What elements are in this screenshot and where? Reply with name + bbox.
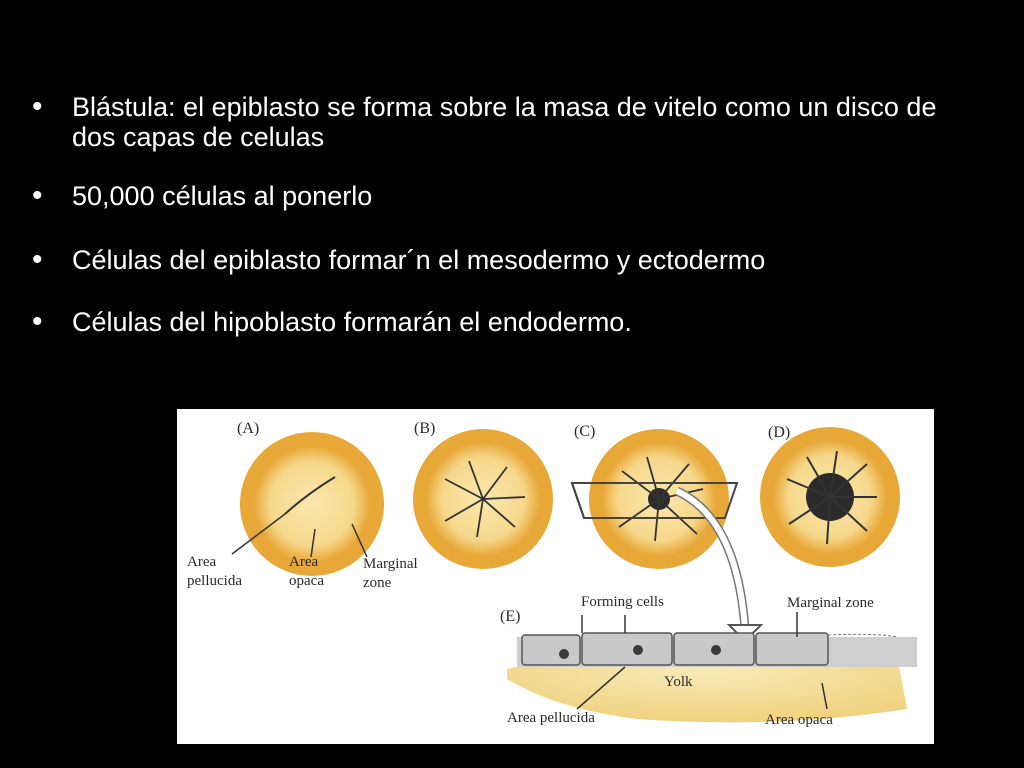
label-area-pellucida-e: Area pellucida bbox=[507, 710, 595, 726]
panel-label-e: (E) bbox=[500, 608, 521, 625]
blastula-diagram bbox=[177, 409, 934, 744]
label-pellucida-a: pellucida bbox=[187, 573, 242, 589]
panel-label-a: (A) bbox=[237, 420, 260, 437]
label-opaca-a: opaca bbox=[289, 573, 324, 589]
label-area-opaca-e: Area opaca bbox=[765, 712, 833, 728]
bullet-item bbox=[30, 245, 970, 275]
label-forming-cells: Forming cells bbox=[581, 594, 664, 610]
bullet-item bbox=[30, 181, 970, 211]
disc-c bbox=[572, 429, 737, 569]
label-area-a: Area bbox=[187, 554, 217, 570]
blastula-figure bbox=[177, 409, 934, 744]
section-e bbox=[507, 612, 917, 722]
bullet-dot: • bbox=[32, 243, 43, 276]
bullet-dot: • bbox=[32, 305, 43, 338]
bullet-dot: • bbox=[32, 179, 43, 212]
panel-label-b: (B) bbox=[414, 420, 436, 437]
bullet-item bbox=[30, 307, 970, 337]
label-yolk: Yolk bbox=[664, 674, 693, 690]
disc-b bbox=[413, 429, 553, 569]
bullet-text: 50,000 células al ponerlo bbox=[72, 181, 373, 211]
bullet-list bbox=[30, 92, 970, 367]
bullet-text: Células del epiblasto formar´n el mesodermo y ectodermo bbox=[72, 245, 766, 275]
label-area-opaca-a: Area bbox=[289, 554, 319, 570]
label-zone-a: zone bbox=[363, 575, 392, 591]
panel-label-c: (C) bbox=[574, 423, 596, 440]
bullet-dot: • bbox=[32, 90, 43, 123]
disc-d bbox=[760, 427, 900, 567]
bullet-item bbox=[30, 92, 970, 152]
label-marginal-a: Marginal bbox=[363, 556, 418, 572]
bullet-text: Células del hipoblasto formarán el endodermo. bbox=[72, 307, 632, 337]
label-marginal-zone-e: Marginal zone bbox=[787, 595, 874, 611]
bullet-text: Blástula: el epiblasto se forma sobre la masa de vitelo como un disco de dos capas de celulas bbox=[72, 92, 937, 152]
panel-label-d: (D) bbox=[768, 424, 791, 441]
